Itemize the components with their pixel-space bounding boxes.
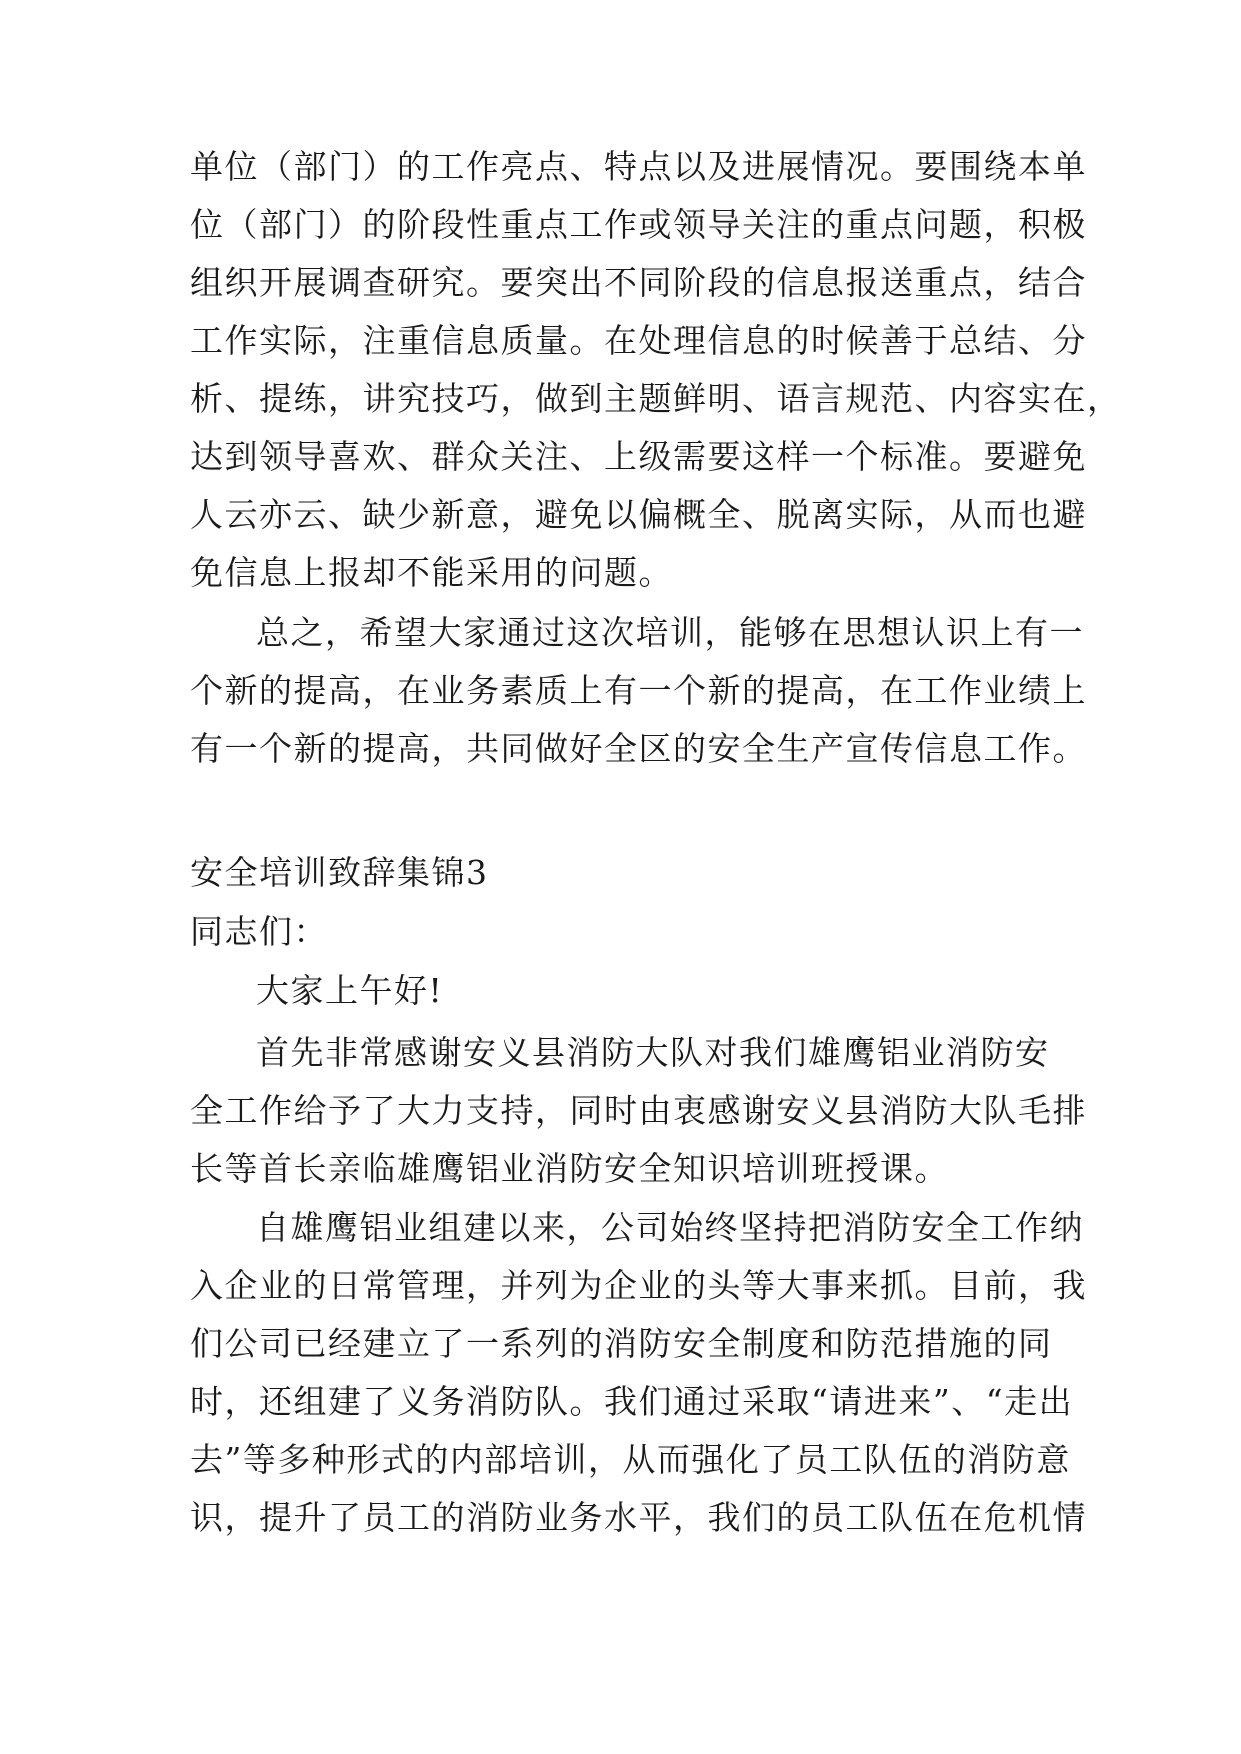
text-line: 时，还组建了义务消防队。我们通过采取“请进来”、“走出 (190, 1382, 1074, 1421)
text-line: 全工作给予了大力支持，同时由衷感谢安义县消防大队毛排 (190, 1091, 1087, 1130)
text-line: 工作实际，注重信息质量。在处理信息的时候善于总结、分 (190, 321, 1087, 360)
text-line: 总之，希望大家通过这次培训，能够在思想认识上有一 (256, 613, 1084, 652)
paragraph-2 (190, 613, 1087, 769)
salutation-block (190, 912, 1070, 952)
text-line: 人云亦云、缺少新意，避免以偏概全、脱离实际，从而也避 (190, 495, 1087, 534)
text-line: 们公司已经建立了一系列的消防安全制度和防范措施的同 (190, 1324, 1053, 1363)
text-line: 有一个新的提高，共同做好全区的安全生产宣传信息工作。 (190, 729, 1087, 768)
text-line: 自雄鹰铝业组建以来，公司始终坚持把消防安全工作纳 (256, 1208, 1084, 1247)
text-line: 首先非常感谢安义县消防大队对我们雄鹰铝业消防安 (256, 1033, 1050, 1072)
salutation: 同志们： (190, 912, 328, 951)
text-line: 去”等多种形式的内部培训，从而强化了员工队伍的消防意 (190, 1440, 1071, 1479)
text-line: 长等首长亲临雄鹰铝业消防安全知识培训班授课。 (190, 1149, 949, 1188)
text-line: 单位（部门）的工作亮点、特点以及进展情况。要围绕本单 (190, 147, 1087, 186)
greeting: 大家上午好! (256, 971, 444, 1010)
text-line: 组织开展调查研究。要突出不同阶段的信息报送重点，结合 (190, 263, 1087, 302)
text-line: 入企业的日常管理，并列为企业的头等大事来抓。目前，我 (190, 1266, 1087, 1305)
greeting-block (190, 971, 1070, 1011)
paragraph-3 (190, 1033, 1087, 1189)
text-line: 位（部门）的阶段性重点工作或领导关注的重点问题，积极 (190, 205, 1087, 244)
text-line: 达到领导喜欢、群众关注、上级需要这样一个标准。要避免 (190, 437, 1087, 476)
paragraph-4 (190, 1208, 1087, 1538)
text-line: 析、提练，讲究技巧，做到主题鲜明、语言规范、内容实在， (190, 379, 1122, 418)
text-line: 个新的提高，在业务素质上有一个新的提高，在工作业绩上 (190, 671, 1087, 710)
text-line: 识，提升了员工的消防业务水平，我们的员工队伍在危机情 (190, 1498, 1087, 1537)
paragraph-1 (190, 147, 1122, 593)
section-title: 安全培训致辞集锦3 (190, 853, 489, 892)
section-title-block (190, 853, 1070, 893)
text-line: 免信息上报却不能采用的问题。 (190, 553, 673, 592)
